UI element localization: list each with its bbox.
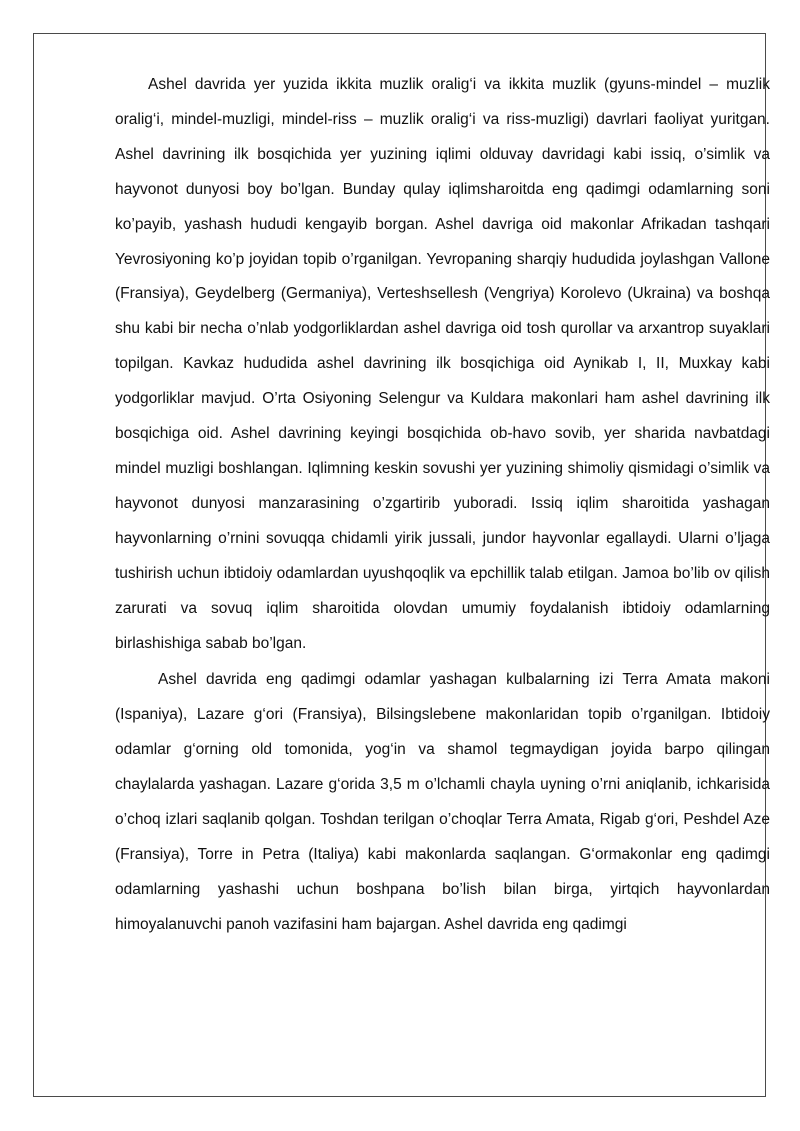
paragraph-1: Ashel davrida yer yuzida ikkita muzlik oralig‘i va ikkita muzlik (gyuns-mindel – muzlik oralig‘i, mindel-muzligi, mindel-riss – muzlik oralig‘i va riss-muzligi) davrlari faoliyat yuritgan. Ashel davrining ilk bosqichida yer yuzining iqlimi olduvay davridagi kabi issiq, o’simlik va hayvonot dunyosi boy bo’lgan. Bunday qulay iqlimsharoitda eng qadimgi odamlarning soni ko’payib, yashash hududi kengayib borgan. Ashel davriga oid makonlar Afrikadan tashqari Yevrosiyoning ko’p joyidan topib o’rganilgan. Yevropaning sharqiy hududida joylashgan Vallone (Fransiya), Geydelberg (Germaniya), Verteshsellesh (Vengriya) Korolevo (Ukraina) va boshqa shu kabi bir necha o’nlab yodgorliklardan ashel davriga oid tosh qurollar va arxantrop suyaklari topilgan. Kavkaz hududida ashel davrining ilk bosqichiga oid Aynikab I, II, Muxkay kabi yodgorliklar mavjud. O’rta Osiyoning Selengur va Kuldara makonlari ham ashel davrining ilk bosqichiga oid. Ashel davrining keyingi bosqichida ob-havo sovib, yer sharida navbatdagi mindel muzligi boshlangan. Iqlimning keskin sovushi yer yuzining shimoliy qismidagi o’simlik va hayvonot dunyosi manzarasining o’zgartirib yuboradi. Issiq iqlim sharoitida yashagan hayvonlarning o’rnini sovuqqa chidamli yirik jussali, jundor hayvonlar egallaydi. Ularni o’ljaga tushirish uchun ibtidoiy odamlardan uyushqoqlik va epchillik talab etilgan. Jamoa bo’lib ov qilish zarurati va sovuq iqlim sharoitida olovdan umumiy foydalanish ibtidoiy odamlarning birlashishiga sabab bo’lgan.: [115, 76, 770, 652]
document-body: [115, 68, 770, 943]
paragraph-2: Ashel davrida eng qadimgi odamlar yashagan kulbalarning izi Terra Amata makoni (Ispaniya), Lazare g‘ori (Fransiya), Bilsingslebene makonlaridan topib o’rganilgan. Ibtidoiy odamlar g‘orning old tomonida, yog‘in va shamol tegmaydigan joyida barpo qilingan chaylalarda yashagan. Lazare g‘orida 3,5 m o’lchamli chayla uyning o’rni aniqlanib, ichkarisida o’choq izlari saqlanib qolgan. Toshdan terilgan o’choqlar Terra Amata, Rigab g‘ori, Peshdel Aze (Fransiya), Torre in Petra (Italiya) kabi makonlarda saqlangan. G‘ormakonlar eng qadimgi odamlarning yashashi uchun boshpana bo’lish bilan birga, yirtqich hayvonlardan himoyalanuvchi panoh vazifasini ham bajargan. Ashel davrida eng qadimgi: [115, 671, 770, 933]
